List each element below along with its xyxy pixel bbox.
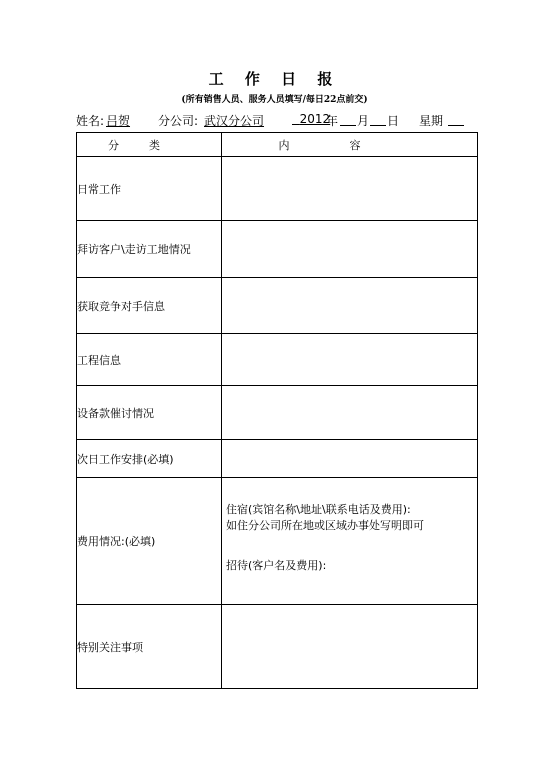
- row-content-field[interactable]: [222, 440, 478, 478]
- header-content: 内容: [222, 133, 478, 157]
- row-category: 次日工作安排(必填): [77, 440, 222, 478]
- branch-value: 武汉分公司: [204, 114, 265, 128]
- table-row: [77, 440, 478, 478]
- row-category: 特别关注事项: [77, 605, 222, 689]
- lodging-label: 住宿(宾馆名称\地址\联系电话及费用):: [226, 503, 411, 516]
- table-row: [77, 478, 478, 605]
- report-table: [76, 132, 478, 689]
- entertainment-label: 招待(客户名及费用):: [226, 559, 327, 572]
- row-category: 设备款催讨情况: [77, 386, 222, 440]
- week-blank: [448, 112, 464, 126]
- row-content-field[interactable]: [222, 334, 478, 386]
- report-subtitle: (所有销售人员、服务人员填写/每日22点前交): [181, 95, 368, 105]
- day-blank: [370, 112, 386, 126]
- name-label: 姓名:: [76, 114, 105, 128]
- row-content-field[interactable]: [222, 386, 478, 440]
- row-content-field[interactable]: [222, 157, 478, 221]
- week-label: 星期: [419, 114, 444, 128]
- table-row: [77, 334, 478, 386]
- table-row: [77, 221, 478, 278]
- day-label: 日: [387, 114, 400, 128]
- row-category: 拜访客户\走访工地情况: [77, 221, 222, 278]
- lodging-note: 如住分公司所在地或区域办事处写明即可: [226, 519, 424, 532]
- row-category: 费用情况:(必填): [77, 478, 222, 605]
- row-content-field[interactable]: [222, 605, 478, 689]
- table-header-row: [77, 133, 478, 157]
- report-title: 工 作 日 报: [208, 70, 341, 88]
- row-content-field[interactable]: [222, 221, 478, 278]
- month-label: 月: [357, 114, 370, 128]
- table-row: [77, 157, 478, 221]
- year-label: 年: [326, 114, 339, 128]
- row-category: 获取竞争对手信息: [77, 278, 222, 334]
- name-value: 吕贺: [106, 114, 131, 128]
- row-category: 工程信息: [77, 334, 222, 386]
- table-row: [77, 386, 478, 440]
- table-row: [77, 278, 478, 334]
- branch-label: 分公司:: [158, 114, 199, 128]
- fee-content-field[interactable]: [222, 478, 478, 605]
- month-blank: [340, 112, 356, 126]
- row-category: 日常工作: [77, 157, 222, 221]
- table-row: [77, 605, 478, 689]
- row-content-field[interactable]: [222, 278, 478, 334]
- year-value: 2012: [299, 112, 331, 126]
- header-category: 分类: [77, 133, 222, 157]
- report-info-line: [76, 112, 476, 132]
